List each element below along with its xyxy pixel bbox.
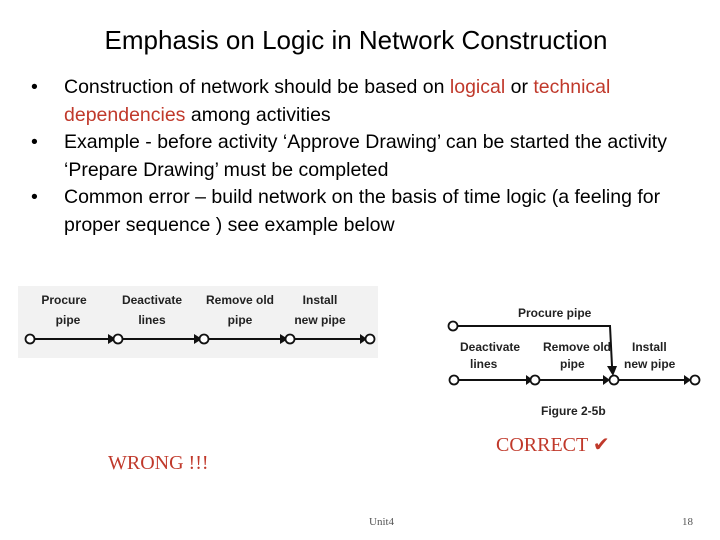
- activity-label: Deactivate: [460, 340, 521, 354]
- bullet-item: [28, 74, 698, 129]
- event-node: [610, 376, 619, 385]
- activity-label: new pipe: [294, 313, 346, 327]
- event-node: [200, 335, 209, 344]
- highlight-text: logical: [449, 76, 506, 98]
- wrong-network-diagram: [18, 286, 378, 358]
- activity-label: Install: [632, 340, 667, 354]
- activity-label: Deactivate: [121, 293, 183, 307]
- bullet-text: or: [505, 76, 534, 98]
- activity-label: Procure: [41, 293, 87, 307]
- activity-label: pipe: [227, 313, 253, 327]
- correct-network-svg: [440, 300, 705, 425]
- activity-label: Remove old: [543, 340, 612, 354]
- event-node: [691, 376, 700, 385]
- activity-label: Remove old: [205, 293, 275, 307]
- highlight-text: technical dependencies: [64, 76, 611, 126]
- correct-network-diagram: [440, 300, 705, 425]
- activity-label: pipe: [55, 313, 81, 327]
- activity-label: lines: [138, 313, 166, 327]
- event-node: [531, 376, 540, 385]
- slide-title: Emphasis on Logic in Network Construction: [104, 25, 608, 55]
- event-node: [286, 335, 295, 344]
- correct-label: CORRECT ✔: [496, 434, 610, 456]
- arrowhead-icon: [607, 366, 617, 376]
- activity-label: new pipe: [624, 357, 676, 371]
- wrong-label: WRONG !!!: [108, 452, 209, 474]
- event-node: [449, 322, 458, 331]
- figure-caption: Figure 2-5b: [541, 404, 606, 418]
- activity-label: pipe: [560, 357, 585, 371]
- activity-label: lines: [470, 357, 498, 371]
- bullet-list: [28, 74, 698, 239]
- page-number: 18: [682, 516, 693, 528]
- bullet-icon: •: [31, 76, 38, 98]
- bullet-text: among activities: [185, 103, 331, 126]
- bullet-icon: •: [31, 131, 38, 153]
- bullet-text: Common error – build network on the basis of time logic (a feeling for proper sequence ) see example below: [64, 186, 661, 236]
- event-node: [450, 376, 459, 385]
- event-node: [366, 335, 375, 344]
- bullet-item: [28, 184, 698, 239]
- activity-label: Install: [302, 293, 338, 307]
- bullet-item: [28, 129, 698, 184]
- event-node: [26, 335, 35, 344]
- activity-label: Procure pipe: [518, 306, 592, 320]
- bullet-icon: •: [31, 186, 38, 208]
- footer-unit: Unit4: [369, 516, 395, 528]
- wrong-network-svg: [18, 286, 378, 358]
- bullet-text: Example - before activity ‘Approve Drawing’ can be started the activity ‘Prepare Drawing’ must be completed: [64, 131, 667, 181]
- bullet-text: Construction of network should be based on: [64, 76, 450, 98]
- event-node: [114, 335, 123, 344]
